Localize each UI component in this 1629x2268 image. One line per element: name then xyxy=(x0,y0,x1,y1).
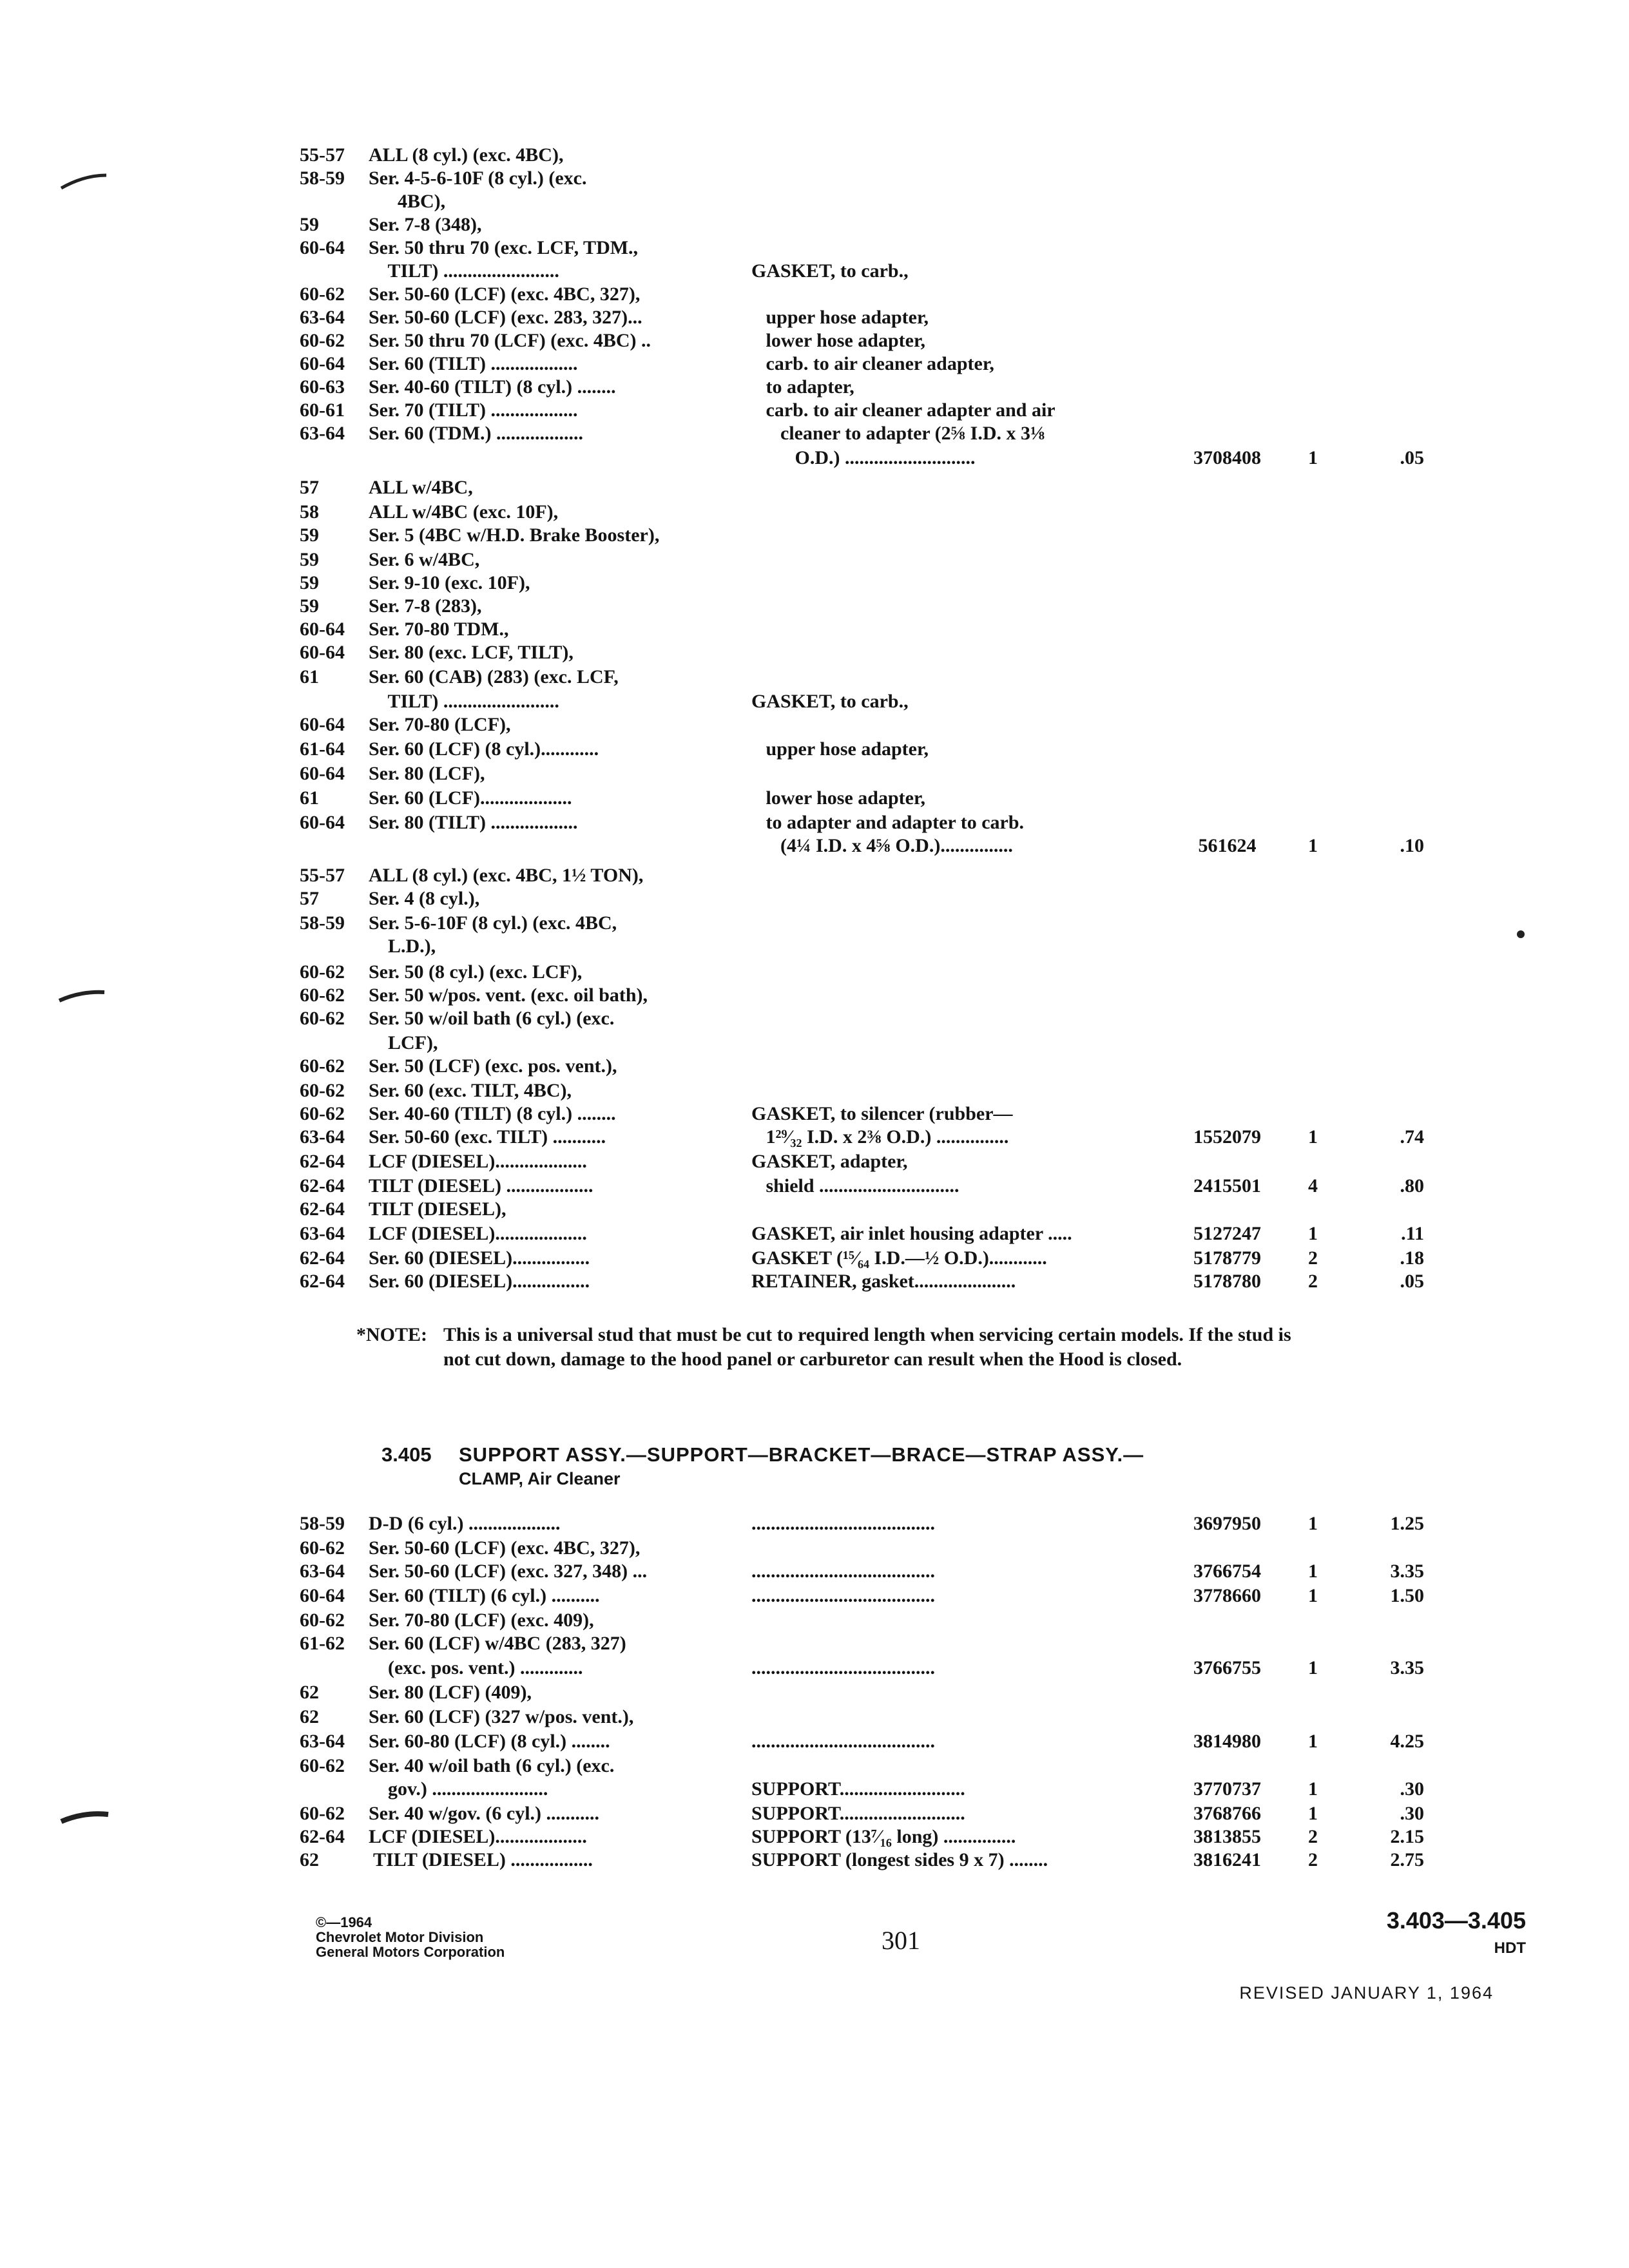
price: .30 xyxy=(1400,1778,1424,1800)
model-year: 60-62 xyxy=(300,1008,345,1029)
section-number: 3.405 xyxy=(381,1443,432,1466)
model-applicability: Ser. 4 (8 cyl.), xyxy=(369,888,480,909)
model-year: 60-62 xyxy=(300,284,345,305)
part-description: SUPPORT (longest sides 9 x 7) ........ xyxy=(751,1849,1048,1870)
model-applicability: Ser. 80 (LCF) (409), xyxy=(369,1682,532,1703)
part-number: 5127247 xyxy=(1193,1223,1261,1244)
model-applicability: Ser. 80 (LCF), xyxy=(369,763,485,784)
model-applicability: Ser. 60 (LCF) w/4BC (283, 327) xyxy=(369,1633,626,1654)
model-applicability: Ser. 80 (exc. LCF, TILT), xyxy=(369,642,574,663)
model-year: 63-64 xyxy=(300,1731,345,1752)
price: .05 xyxy=(1400,1271,1424,1292)
part-number: 3708408 xyxy=(1193,447,1261,468)
price: .10 xyxy=(1400,835,1424,856)
price: .11 xyxy=(1401,1223,1424,1244)
model-year: 60-64 xyxy=(300,812,345,833)
model-applicability: L.D.), xyxy=(369,936,436,957)
part-description: GASKET, to carb., xyxy=(751,260,909,282)
model-applicability: D-D (6 cyl.) ................... xyxy=(369,1513,561,1534)
model-year: 59 xyxy=(300,572,319,593)
model-applicability: Ser. 70 (TILT) .................. xyxy=(369,399,578,421)
model-applicability: ALL w/4BC (exc. 10F), xyxy=(369,501,559,523)
part-number: 1552079 xyxy=(1193,1126,1261,1148)
quantity: 1 xyxy=(1308,1223,1318,1244)
quantity: 1 xyxy=(1308,1778,1318,1800)
quantity: 1 xyxy=(1308,1657,1318,1678)
model-applicability: TILT (DIESEL) ................. xyxy=(369,1849,593,1870)
model-year: 61-64 xyxy=(300,738,345,760)
part-description: ...................................... xyxy=(751,1731,935,1752)
copyright-year: ©—1964 xyxy=(316,1914,372,1930)
part-number: 3766755 xyxy=(1193,1657,1261,1678)
model-applicability: Ser. 50 (8 cyl.) (exc. LCF), xyxy=(369,961,583,983)
part-description: to adapter, xyxy=(751,376,854,398)
model-year: 60-62 xyxy=(300,1755,345,1776)
part-description: carb. to air cleaner adapter and air xyxy=(751,399,1055,421)
part-number: 561624 xyxy=(1193,835,1257,856)
model-year: 57 xyxy=(300,888,319,909)
model-applicability: TILT) ........................ xyxy=(369,691,559,712)
part-description: GASKET, to carb., xyxy=(751,691,909,712)
part-description: ...................................... xyxy=(751,1513,935,1534)
part-description: GASKET (¹⁵⁄₆₄ I.D.—½ O.D.)............ xyxy=(751,1247,1047,1269)
quantity: 2 xyxy=(1308,1271,1318,1292)
model-year: 60-64 xyxy=(300,642,345,663)
model-year: 60-64 xyxy=(300,1585,345,1606)
model-applicability: Ser. 60-80 (LCF) (8 cyl.) ........ xyxy=(369,1731,610,1752)
part-number: 3697950 xyxy=(1193,1513,1261,1534)
part-description: O.D.) ........................... xyxy=(751,447,976,468)
price: 2.75 xyxy=(1390,1849,1424,1870)
quantity: 1 xyxy=(1308,1126,1318,1148)
model-applicability: Ser. 40 w/oil bath (6 cyl.) (exc. xyxy=(369,1755,615,1776)
price: .80 xyxy=(1400,1175,1424,1196)
part-description: lower hose adapter, xyxy=(751,787,925,809)
part-number: 3816241 xyxy=(1193,1849,1261,1870)
model-year: 61-62 xyxy=(300,1633,345,1654)
model-year: 62 xyxy=(300,1849,319,1870)
model-year: 59 xyxy=(300,595,319,617)
model-year: 63-64 xyxy=(300,1126,345,1148)
model-year: 61 xyxy=(300,666,319,687)
price: .18 xyxy=(1400,1247,1424,1269)
model-applicability: gov.) ........................ xyxy=(369,1778,548,1800)
note-text: This is a universal stud that must be cut to required length when servicing certain models. If the stud is not cut down, damage to the hood panel or carburetor can result when the Hood is closed. xyxy=(443,1324,1291,1370)
model-year: 59 xyxy=(300,549,319,570)
model-year: 59 xyxy=(300,524,319,546)
model-applicability: Ser. 60 (LCF) (327 w/pos. vent.), xyxy=(369,1706,634,1727)
part-number: 3770737 xyxy=(1193,1778,1261,1800)
model-applicability: Ser. 60 (DIESEL)................ xyxy=(369,1271,590,1292)
model-year: 62-64 xyxy=(300,1271,345,1292)
model-year: 63-64 xyxy=(300,1223,345,1244)
model-applicability: Ser. 60 (TILT) .................. xyxy=(369,353,578,374)
part-description: 1²⁹⁄₃₂ I.D. x 2⅜ O.D.) ............... xyxy=(751,1126,1009,1148)
price: 2.15 xyxy=(1390,1826,1424,1847)
part-number: 3766754 xyxy=(1193,1561,1261,1582)
model-applicability: Ser. 50-60 (LCF) (exc. 4BC, 327), xyxy=(369,284,641,305)
model-applicability: Ser. 50-60 (exc. TILT) ........... xyxy=(369,1126,606,1148)
model-applicability: Ser. 50 w/pos. vent. (exc. oil bath), xyxy=(369,985,648,1006)
revised-date: REVISED JANUARY 1, 1964 xyxy=(1239,1983,1494,2003)
model-year: 58-59 xyxy=(300,1513,345,1534)
model-applicability: Ser. 60 (LCF) (8 cyl.)............ xyxy=(369,738,599,760)
model-year: 60-62 xyxy=(300,1610,345,1631)
model-applicability: Ser. 40 w/gov. (6 cyl.) ........... xyxy=(369,1803,600,1824)
model-applicability: Ser. 70-80 (LCF), xyxy=(369,714,511,735)
part-description: (4¼ I.D. x 4⅝ O.D.)............... xyxy=(751,835,1013,856)
model-applicability: Ser. 50 w/oil bath (6 cyl.) (exc. xyxy=(369,1008,615,1029)
model-year: 60-62 xyxy=(300,961,345,983)
part-description: ...................................... xyxy=(751,1657,935,1678)
model-year: 62-64 xyxy=(300,1826,345,1847)
model-applicability: ALL (8 cyl.) (exc. 4BC, 1½ TON), xyxy=(369,865,644,886)
page-number: 301 xyxy=(882,1926,920,1955)
model-year: 60-62 xyxy=(300,330,345,351)
quantity: 1 xyxy=(1308,1731,1318,1752)
model-applicability: Ser. 60 (DIESEL)................ xyxy=(369,1247,590,1269)
part-description: GASKET, adapter, xyxy=(751,1151,908,1172)
model-applicability: Ser. 70-80 (LCF) (exc. 409), xyxy=(369,1610,594,1631)
binder-mark-2 xyxy=(59,992,104,1001)
model-year: 60-64 xyxy=(300,353,345,374)
model-year: 60-64 xyxy=(300,237,345,258)
model-year: 60-64 xyxy=(300,763,345,784)
quantity: 1 xyxy=(1308,1803,1318,1824)
model-year: 63-64 xyxy=(300,1561,345,1582)
model-applicability: Ser. 60 (CAB) (283) (exc. LCF, xyxy=(369,666,619,687)
part-description: SUPPORT.......................... xyxy=(751,1803,965,1824)
quantity: 1 xyxy=(1308,1561,1318,1582)
model-year: 62 xyxy=(300,1682,319,1703)
price: 1.25 xyxy=(1390,1513,1424,1534)
model-applicability: Ser. 4-5-6-10F (8 cyl.) (exc. xyxy=(369,168,587,189)
part-number: 3778660 xyxy=(1193,1585,1261,1606)
model-applicability: Ser. 60 (TDM.) .................. xyxy=(369,423,584,444)
model-year: 55-57 xyxy=(300,865,345,886)
model-year: 60-64 xyxy=(300,714,345,735)
model-year: 62-64 xyxy=(300,1247,345,1269)
model-applicability: (exc. pos. vent.) ............. xyxy=(369,1657,583,1678)
model-applicability: Ser. 60 (LCF)................... xyxy=(369,787,572,809)
model-year: 60-62 xyxy=(300,1055,345,1077)
part-description: ...................................... xyxy=(751,1561,935,1582)
model-applicability: Ser. 60 (exc. TILT, 4BC), xyxy=(369,1080,572,1101)
section-subtitle: CLAMP, Air Cleaner xyxy=(459,1469,621,1488)
price: 3.35 xyxy=(1390,1657,1424,1678)
model-year: 58-59 xyxy=(300,912,345,934)
model-applicability: Ser. 70-80 TDM., xyxy=(369,619,509,640)
section-title: SUPPORT ASSY.—SUPPORT—BRACKET—BRACE—STRAP ASSY.— xyxy=(459,1443,1144,1466)
model-year: 60-62 xyxy=(300,985,345,1006)
model-year: 58-59 xyxy=(300,168,345,189)
quantity: 2 xyxy=(1308,1247,1318,1269)
price: 3.35 xyxy=(1390,1561,1424,1582)
model-applicability: Ser. 50 thru 70 (exc. LCF, TDM., xyxy=(369,237,639,258)
model-applicability: Ser. 50 (LCF) (exc. pos. vent.), xyxy=(369,1055,617,1077)
part-description: carb. to air cleaner adapter, xyxy=(751,353,994,374)
quantity: 1 xyxy=(1308,447,1318,468)
model-applicability: Ser. 7-8 (348), xyxy=(369,214,482,235)
part-description: GASKET, air inlet housing adapter ..... xyxy=(751,1223,1072,1244)
part-description: upper hose adapter, xyxy=(751,738,929,760)
part-description: SUPPORT.......................... xyxy=(751,1778,965,1800)
model-applicability: Ser. 50-60 (LCF) (exc. 4BC, 327), xyxy=(369,1537,641,1559)
note-label: *NOTE: xyxy=(356,1324,428,1345)
copyright-corporation: General Motors Corporation xyxy=(316,1944,505,1960)
part-number: 3768766 xyxy=(1193,1803,1261,1824)
model-year: 60-62 xyxy=(300,1803,345,1824)
model-applicability: LCF (DIESEL)................... xyxy=(369,1223,587,1244)
model-applicability: Ser. 40-60 (TILT) (8 cyl.) ........ xyxy=(369,1103,616,1124)
part-number: 5178779 xyxy=(1193,1247,1261,1269)
model-year: 60-63 xyxy=(300,376,345,398)
model-year: 62-64 xyxy=(300,1175,345,1196)
quantity: 1 xyxy=(1308,1585,1318,1606)
model-year: 60-61 xyxy=(300,399,345,421)
price: .30 xyxy=(1400,1803,1424,1824)
model-year: 62-64 xyxy=(300,1151,345,1172)
price: 1.50 xyxy=(1390,1585,1424,1606)
model-year: 59 xyxy=(300,214,319,235)
model-applicability: Ser. 6 w/4BC, xyxy=(369,549,480,570)
model-applicability: Ser. 50 thru 70 (LCF) (exc. 4BC) .. xyxy=(369,330,651,351)
model-applicability: TILT (DIESEL), xyxy=(369,1198,506,1220)
model-applicability: ALL w/4BC, xyxy=(369,477,473,498)
binder-mark-1 xyxy=(61,175,106,188)
model-year: 62-64 xyxy=(300,1198,345,1220)
part-number: 2415501 xyxy=(1193,1175,1261,1196)
model-applicability: TILT) ........................ xyxy=(369,260,559,282)
model-applicability: Ser. 5 (4BC w/H.D. Brake Booster), xyxy=(369,524,660,546)
model-year: 58 xyxy=(300,501,319,523)
copyright-division: Chevrolet Motor Division xyxy=(316,1929,484,1945)
model-applicability: LCF (DIESEL)................... xyxy=(369,1151,587,1172)
model-year: 55-57 xyxy=(300,144,345,166)
model-applicability: Ser. 60 (TILT) (6 cyl.) .......... xyxy=(369,1585,600,1606)
model-year: 61 xyxy=(300,787,319,809)
price: .74 xyxy=(1400,1126,1424,1148)
part-description: SUPPORT (13⁷⁄₁₆ long) ............... xyxy=(751,1826,1016,1847)
part-description: GASKET, to silencer (rubber— xyxy=(751,1103,1013,1124)
quantity: 2 xyxy=(1308,1826,1318,1847)
model-applicability: LCF), xyxy=(369,1032,438,1053)
part-description: shield ............................. xyxy=(751,1175,959,1196)
speck xyxy=(1517,930,1525,938)
part-description: lower hose adapter, xyxy=(751,330,925,351)
price: 4.25 xyxy=(1390,1731,1424,1752)
model-applicability: Ser. 80 (TILT) .................. xyxy=(369,812,578,833)
part-description: RETAINER, gasket..................... xyxy=(751,1271,1016,1292)
part-number: 5178780 xyxy=(1193,1271,1261,1292)
part-number: 3813855 xyxy=(1193,1826,1261,1847)
model-applicability: Ser. 7-8 (283), xyxy=(369,595,482,617)
model-year: 60-62 xyxy=(300,1103,345,1124)
model-applicability: Ser. 9-10 (exc. 10F), xyxy=(369,572,530,593)
model-applicability: Ser. 40-60 (TILT) (8 cyl.) ........ xyxy=(369,376,616,398)
part-description: upper hose adapter, xyxy=(751,307,929,328)
model-year: 60-64 xyxy=(300,619,345,640)
model-applicability: TILT (DIESEL) .................. xyxy=(369,1175,593,1196)
quantity: 4 xyxy=(1308,1175,1318,1196)
model-year: 62 xyxy=(300,1706,319,1727)
model-year: 63-64 xyxy=(300,307,345,328)
quantity: 2 xyxy=(1308,1849,1318,1870)
model-year: 60-62 xyxy=(300,1080,345,1101)
part-description: to adapter and adapter to carb. xyxy=(751,812,1025,833)
model-applicability: Ser. 50-60 (LCF) (exc. 283, 327)... xyxy=(369,307,642,328)
model-applicability: Ser. 50-60 (LCF) (exc. 327, 348) ... xyxy=(369,1561,648,1582)
quantity: 1 xyxy=(1308,1513,1318,1534)
hdt-label: HDT xyxy=(1494,1939,1526,1957)
price: .05 xyxy=(1400,447,1424,468)
part-description: ...................................... xyxy=(751,1585,935,1606)
model-applicability: ALL (8 cyl.) (exc. 4BC), xyxy=(369,144,564,166)
model-applicability: 4BC), xyxy=(369,191,446,212)
quantity: 1 xyxy=(1308,835,1318,856)
model-applicability: Ser. 5-6-10F (8 cyl.) (exc. 4BC, xyxy=(369,912,617,934)
model-year: 63-64 xyxy=(300,423,345,444)
model-year: 57 xyxy=(300,477,319,498)
part-description: cleaner to adapter (2⅝ I.D. x 3⅛ xyxy=(751,423,1045,444)
model-year: 60-62 xyxy=(300,1537,345,1559)
section-reference: 3.403—3.405 xyxy=(1386,1907,1526,1934)
part-number: 3814980 xyxy=(1193,1731,1261,1752)
binder-mark-3 xyxy=(61,1814,108,1821)
model-applicability: LCF (DIESEL)................... xyxy=(369,1826,587,1847)
